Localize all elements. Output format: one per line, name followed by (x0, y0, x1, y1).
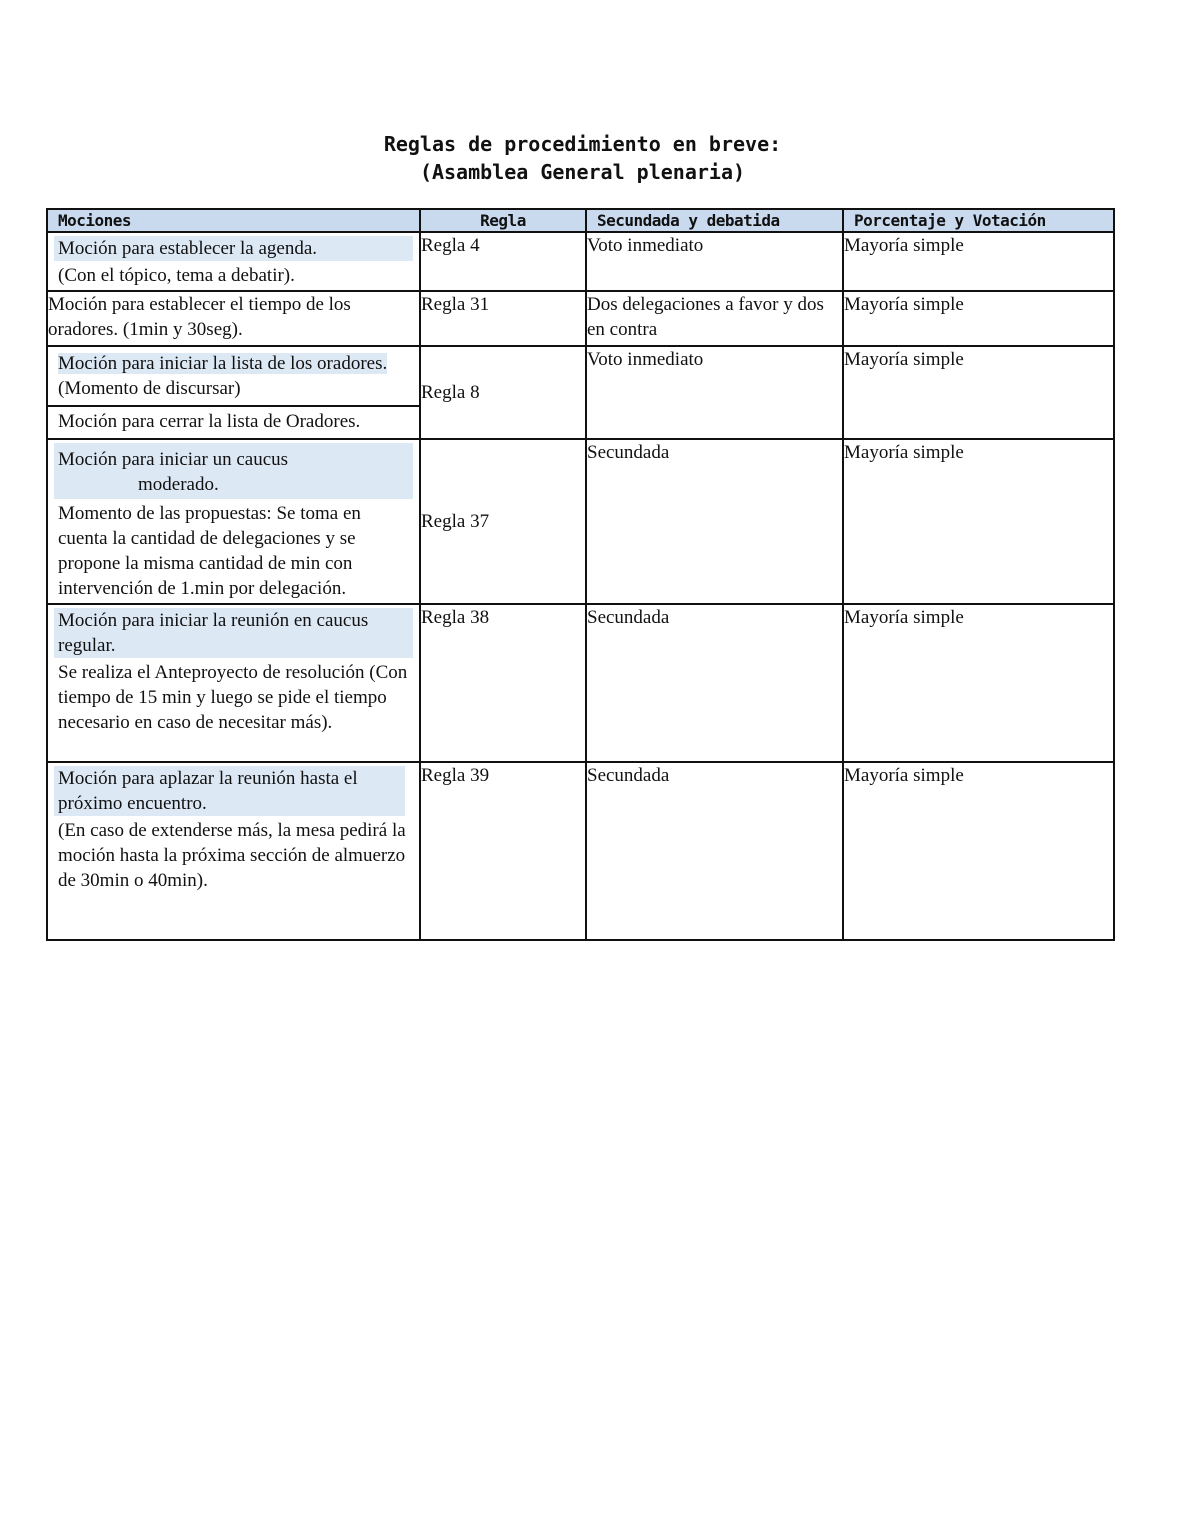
vote-cell: Mayoría simple (843, 762, 1114, 940)
seconded-cell: Dos delegaciones a favor y dos en contra (586, 291, 843, 346)
table-row (47, 762, 1114, 940)
motion-open-list (48, 347, 419, 407)
vote-cell: Mayoría simple (843, 346, 1114, 439)
motion-text-rest: (Momento de discursar) (58, 378, 241, 399)
seconded-cell: Secundada (586, 439, 843, 604)
vote-cell: Mayoría simple (843, 232, 1114, 291)
motion-close-list: Moción para cerrar la lista de Oradores. (58, 411, 361, 432)
motion-text-highlight: Moción para iniciar la lista de los oradores. (58, 353, 388, 374)
vote-cell: Mayoría simple (843, 439, 1114, 604)
header-regla: Regla (420, 209, 586, 232)
title-line-1: Reglas de procedimiento en breve: (383, 132, 782, 156)
motion-note: (En caso de extenderse más, la mesa pedirá la moción hasta la próxima sección de almuerzo de 30min o 40min). (58, 820, 406, 891)
motion-cell (47, 346, 420, 439)
motion-note: Se realiza el Anteproyecto de resolución (Con tiempo de 15 min y luego se pide el tiempo necesario en caso de necesitar más). (58, 662, 408, 733)
motion-text: Moción para establecer la agenda. (54, 236, 413, 261)
motion-text (54, 443, 413, 499)
motion-note: Momento de las propuestas: Se toma en cuenta la cantidad de delegaciones y se propone la misma cantidad de min con intervención de 1.min por delegación. (58, 503, 361, 599)
seconded-cell: Voto inmediato (586, 232, 843, 291)
rules-table (46, 208, 1115, 941)
motion-cell (47, 439, 420, 604)
rule-cell: Regla 38 (420, 604, 586, 762)
seconded-cell: Secundada (586, 762, 843, 940)
motion-cell: Moción para establecer el tiempo de los oradores. (1min y 30seg). (47, 291, 420, 346)
vote-cell: Mayoría simple (843, 604, 1114, 762)
motion-text: Moción para iniciar la reunión en caucus regular. (54, 608, 413, 658)
title-line-2: (Asamblea General plenaria) (419, 160, 746, 184)
rule-cell: Regla 8 (420, 346, 586, 439)
motion-text-line-2: moderado. (138, 474, 219, 495)
header-porcentaje: Porcentaje y Votación (843, 209, 1114, 232)
table-row (47, 291, 1114, 346)
table-row (47, 604, 1114, 762)
seconded-cell: Voto inmediato (586, 346, 843, 439)
table-row (47, 439, 1114, 604)
table-header-row (47, 209, 1114, 232)
rule-cell: Regla 31 (420, 291, 586, 346)
motion-text: Moción para aplazar la reunión hasta el próximo encuentro. (54, 766, 405, 816)
motion-text-line-1: Moción para iniciar un caucus (58, 449, 289, 470)
rule-cell: Regla 37 (420, 439, 586, 604)
header-mociones: Mociones (47, 209, 420, 232)
vote-cell: Mayoría simple (843, 291, 1114, 346)
seconded-cell: Secundada (586, 604, 843, 762)
motion-cell (47, 232, 420, 291)
table-row (47, 346, 1114, 439)
document-title (0, 130, 1165, 186)
motion-cell (47, 762, 420, 940)
motion-cell (47, 604, 420, 762)
table-row (47, 232, 1114, 291)
rule-cell: Regla 4 (420, 232, 586, 291)
header-secundada: Secundada y debatida (586, 209, 843, 232)
motion-note: (Con el tópico, tema a debatir). (58, 265, 295, 286)
rule-cell: Regla 39 (420, 762, 586, 940)
